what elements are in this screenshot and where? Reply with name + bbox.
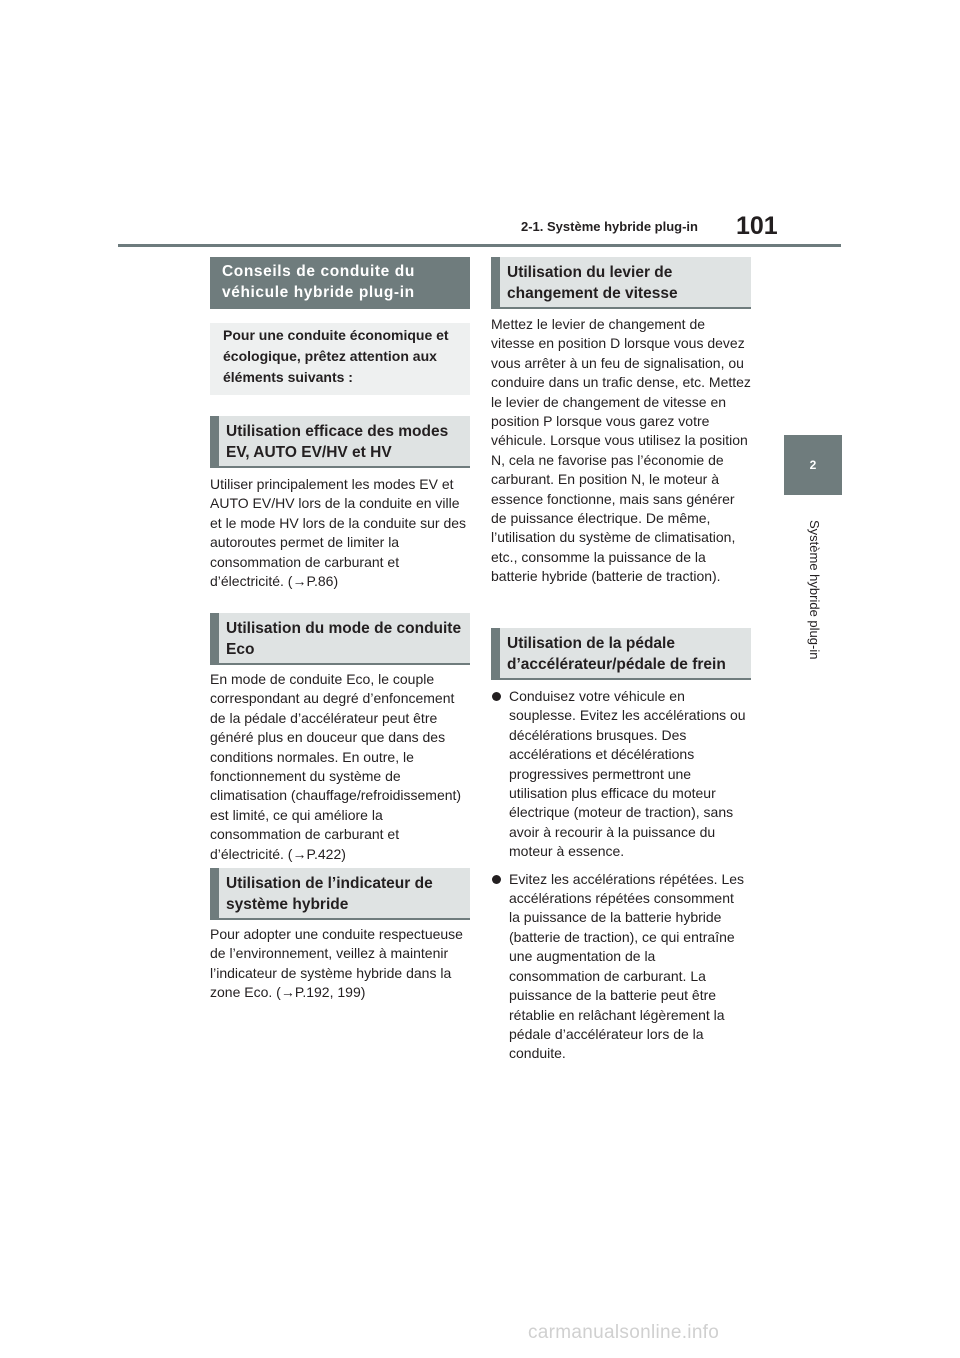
section-text-shift-lever: Mettez le levier de changement de vitesse en position D lorsque vous devez vous arrêter à un feu de signalisation, ou conduire dans un trafic dense, etc. Mettez le levier de changement de vitesse en position P lorsque vous garez votre véhicule. Lorsque vous utilisez la position N, cela ne favorise pas l’économie de carburant. En position N, le moteur à essence fonctionne, mais sans générer de puissance électrique. De même, l’utilisation du système de climatisation, etc., consomme la puissance de la batterie hybride (batterie de traction). xyxy=(491,316,751,585)
chapter-title: Système hybride plug-in xyxy=(807,520,822,660)
section-heading-shift-lever: Utilisation du levier de changement de vitesse xyxy=(491,257,751,309)
list-item-text: Conduisez votre véhicule en souplesse. Evitez les accélérations ou décélérations brusques. Des accélérations et décélérations progressives permettront une utilisation plus efficace du moteur électrique (moteur de traction), sans avoir à recourir à la puissance du moteur à essence. xyxy=(509,688,746,860)
list-item-text: Evitez les accélérations répétées. Les accélérations répétées consomment la puissance de la batterie hybride (batterie de traction), ce qui entraîne une augmentation de la consommation de carburant. La puissance de la batterie peut être rétablie en relâchant légèrement la pédale d’accélérateur lors de la conduite. xyxy=(509,870,745,1062)
watermark: carmanualsonline.info xyxy=(528,1322,720,1343)
section-heading-pedals: Utilisation de la pédale d’accélérateur/pédale de frein xyxy=(491,628,751,680)
header-rule xyxy=(118,244,841,247)
bullet-icon xyxy=(492,875,501,884)
chapter-number: 2 xyxy=(809,458,817,472)
section-text-hybrid-indicator: Pour adopter une conduite respectueuse de l’environnement, veillez à maintenir l’indicateur de système hybride dans la zone Eco. (→P.192, 199) xyxy=(210,926,463,1001)
list-item xyxy=(491,687,746,862)
section-label: 2-1. Système hybride plug-in xyxy=(521,219,698,234)
intro-box: Pour une conduite économique et écologique, prêtez attention aux éléments suivants : xyxy=(210,323,470,395)
list-item xyxy=(491,870,746,1064)
section-heading-hybrid-indicator: Utilisation de l’indicateur de système hybride xyxy=(210,868,470,920)
main-heading: Conseils de conduite du véhicule hybride plug-in xyxy=(210,257,470,309)
pedal-tips-list xyxy=(491,687,746,1072)
section-text-eco-mode: En mode de conduite Eco, le couple correspondant au degré d’enfoncement de la pédale d’accélérateur peut être généré plus en douceur que dans des conditions normales. En outre, le fonctionnement du système de climatisation (chauffage/refroidissement) est limité, ce qui améliore la consommation de carburant et d’électricité. (→P.422) xyxy=(210,671,462,862)
section-heading-ev-modes: Utilisation efficace des modes EV, AUTO EV/HV et HV xyxy=(210,416,470,468)
section-heading-eco-mode: Utilisation du mode de conduite Eco xyxy=(210,613,470,665)
bullet-icon xyxy=(492,692,501,701)
section-text-ev-modes: Utiliser principalement les modes EV et AUTO EV/HV lors de la conduite en ville et le mode HV lors de la conduite sur des autoroutes permet de limiter la consommation de carburant et d’électricité. (→P.86) xyxy=(210,476,467,590)
page-number: 101 xyxy=(736,212,778,240)
chapter-tab xyxy=(784,435,842,495)
